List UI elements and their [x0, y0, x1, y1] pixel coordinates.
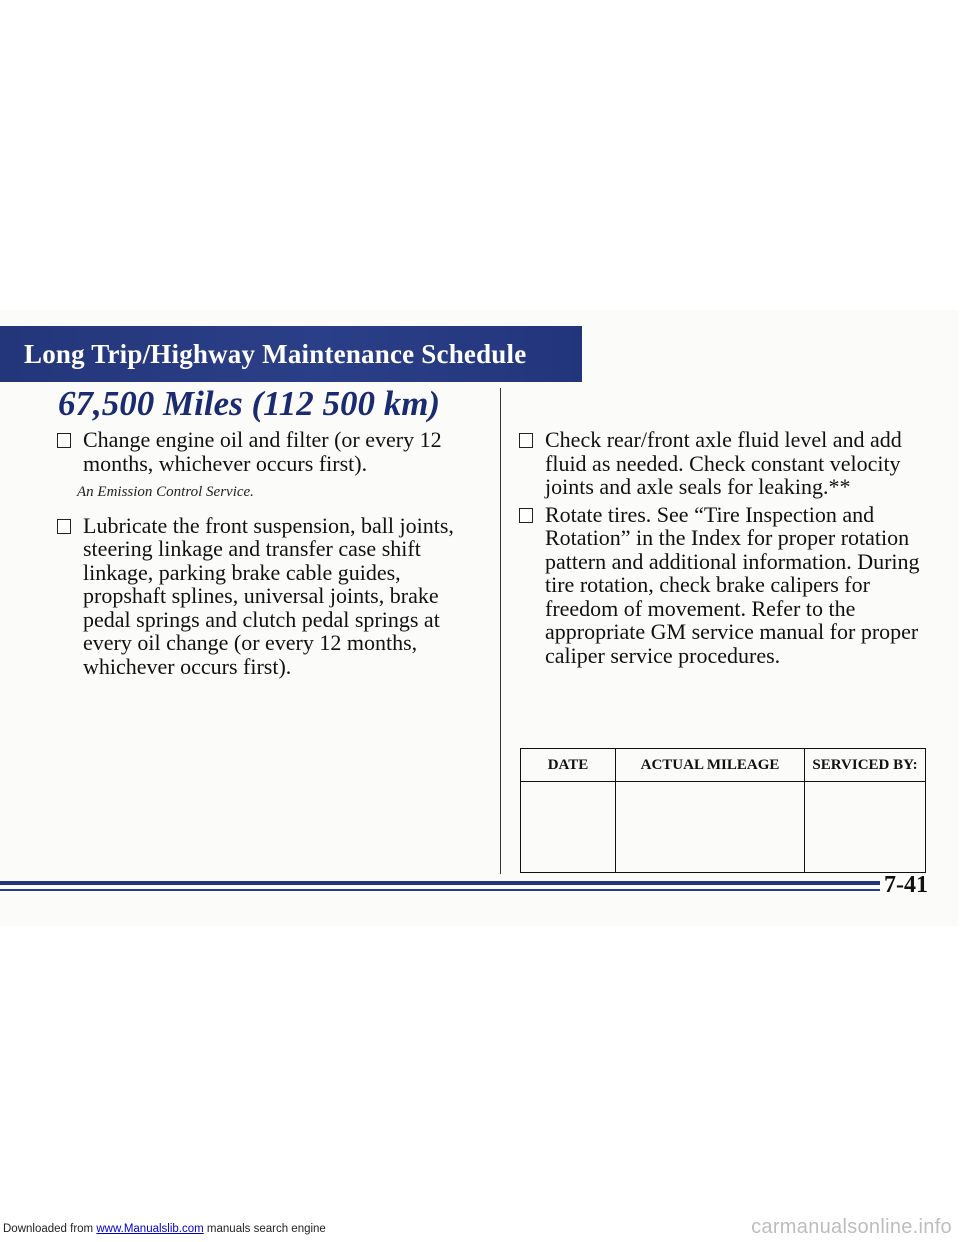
- item-text: Change engine oil and filter (or every 12 months, whichever occurs first).: [83, 427, 442, 476]
- item-text: Check rear/front axle fluid level and add fluid as needed. Check constant velocity joints and axle seals for leaking.**: [545, 427, 902, 499]
- watermark: carmanualsonline.info: [751, 1216, 952, 1238]
- checklist-item: [56, 514, 476, 679]
- mileage-title: 67,500 Miles (112 500 km): [58, 384, 441, 423]
- mileage-cell[interactable]: [616, 782, 805, 873]
- checklist-item: [56, 428, 476, 475]
- checklist-item: [518, 503, 938, 668]
- item-text: Rotate tires. See “Tire Inspection and Rotation” in the Index for proper rotation pattern and additional information. During tire rotation, check brake calipers for freedom of movement. Refer to the appropriate GM service manual for proper caliper service procedures.: [545, 501, 920, 668]
- date-cell[interactable]: [521, 782, 616, 873]
- footer-rule-thin: [0, 889, 880, 891]
- footer-suffix: manuals search engine: [206, 1223, 326, 1235]
- checkbox-icon[interactable]: [57, 519, 71, 534]
- serviced-by-header: SERVICED BY:: [805, 749, 926, 782]
- right-column: [518, 428, 938, 667]
- column-divider: [500, 388, 501, 874]
- date-header: DATE: [521, 749, 616, 782]
- page-number: 7-41: [884, 872, 928, 898]
- checkbox-icon[interactable]: [519, 433, 533, 448]
- checkbox-icon[interactable]: [57, 433, 71, 448]
- section-header: [0, 326, 582, 382]
- serviced-by-cell[interactable]: [805, 782, 926, 873]
- footer-prefix: Downloaded from: [3, 1223, 94, 1235]
- emission-note: An Emission Control Service.: [77, 484, 254, 500]
- download-footer: [3, 1223, 326, 1235]
- header-title: Long Trip/Highway Maintenance Schedule: [24, 338, 527, 369]
- service-record-table: [520, 748, 926, 873]
- checklist-item: [518, 428, 938, 499]
- footer-rule: [0, 881, 880, 885]
- item-text: Lubricate the front suspension, ball joints, steering linkage and transfer case shift linkage, parking brake cable guides, propshaft splines, universal joints, brake pedal springs and clutch pedal springs at every oil change (or every 12 months, whichever occurs first).: [83, 512, 454, 679]
- checkbox-icon[interactable]: [519, 508, 533, 523]
- left-column: [56, 428, 476, 678]
- mileage-header: ACTUAL MILEAGE: [616, 749, 805, 782]
- manualslib-link[interactable]: www.Manualslib.com: [96, 1223, 204, 1235]
